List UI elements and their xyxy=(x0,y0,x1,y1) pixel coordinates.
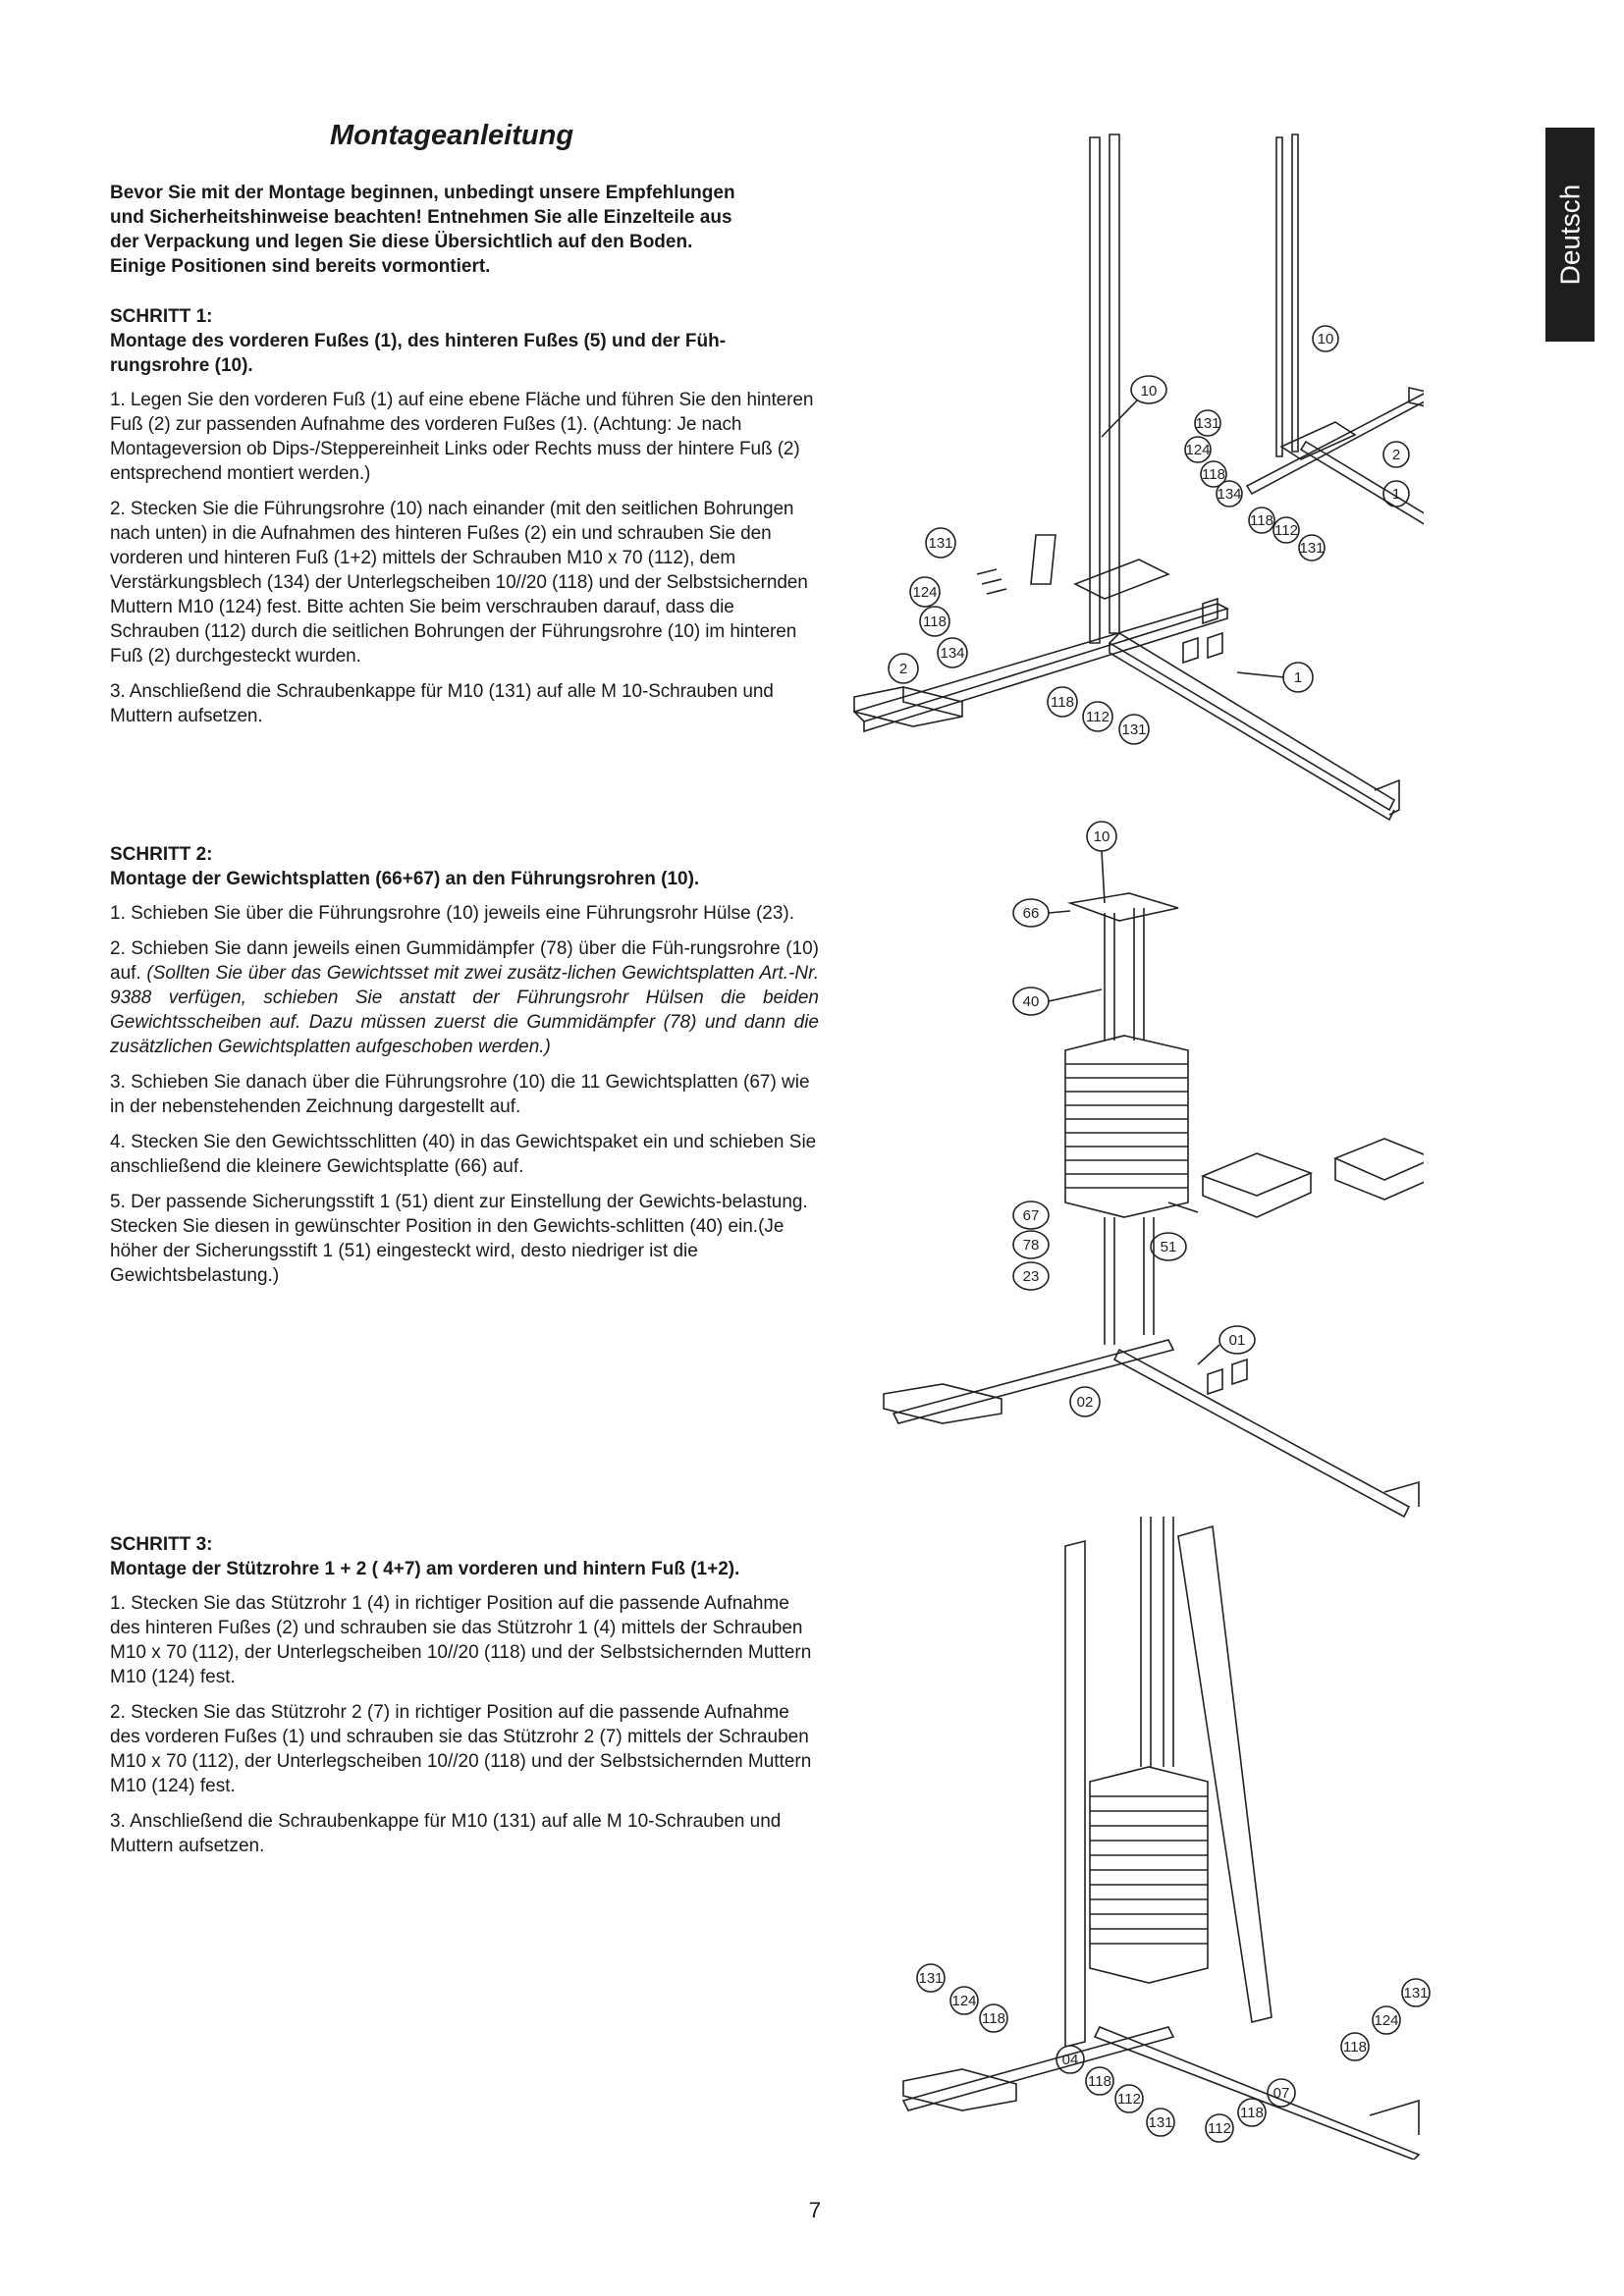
step-2-item: 5. Der passende Sicherungsstift 1 (51) dient zur Einstellung der Gewichts-belastung. Stecken Sie diesen in gewünschter Position in den Gewichts-schlitten (40) ein.(Je höher der Sicherungsstift 1 (51) eingesteckt wird, desto niedriger ist die Gewichtsbelastung.) xyxy=(110,1192,808,1286)
callout-label: 118 xyxy=(1202,466,1225,483)
callout-label: 23 xyxy=(1022,1268,1040,1285)
step-2-heading: SCHRITT 2: xyxy=(110,844,213,865)
front-foot-cap xyxy=(1375,780,1399,815)
leader-line xyxy=(1049,989,1102,1001)
intro-line: Bevor Sie mit der Montage beginnen, unbedingt unsere Empfehlungen xyxy=(110,183,735,203)
callout-label: 1 xyxy=(1391,486,1401,503)
callout-group xyxy=(917,1964,1430,2142)
intro-line: der Verpackung und legen Sie diese Übersichtlich auf den Boden. xyxy=(110,232,693,252)
callout-label: 124 xyxy=(1374,2012,1399,2029)
step-3-item: 2. Stecken Sie das Stützrohr 2 (7) in richtiger Position auf die passende Aufnahme des vorderen Fußes (1) und schrauben sie das Stützrohr 2 (7) mittels der Schrauben M10 x 70 (112), der Unterlegscheiben 10//20 (118) und der Selbstsichernden Muttern M10 (124) fest. xyxy=(110,1702,812,1796)
step-2-subheading: Montage der Gewichtsplatten (66+67) an den Führungsrohren (10). xyxy=(110,869,700,889)
step-1-item: 1. Legen Sie den vorderen Fuß (1) auf eine ebene Fläche und führen Sie den hinteren Fuß (2) zur passenden Aufnahme des vorderen Fußes (1). (Achtung: Je nach Montageversion ob Dips-/Steppereinheit Links oder Rechts muss der hintere Fuß (2) entsprechend montiert werden.) xyxy=(110,390,814,484)
intro-text xyxy=(110,181,817,279)
callout-label: 124 xyxy=(1185,442,1211,458)
callout-label: 131 xyxy=(918,1970,944,1987)
callout-label: 78 xyxy=(1022,1237,1040,1254)
callout-label: 118 xyxy=(1343,2039,1367,2056)
extra-plate xyxy=(1203,1153,1311,1217)
callout-label: 1 xyxy=(1293,669,1303,686)
callout-label: 112 xyxy=(1274,522,1298,539)
page-number: 7 xyxy=(808,2198,822,2222)
leader-line xyxy=(1102,851,1105,903)
callout-label: 10 xyxy=(1317,331,1334,347)
step-3-subheading: Montage der Stützrohre 1 + 2 ( 4+7) am vorderen und hintern Fuß (1+2). xyxy=(110,1559,740,1579)
callout-label: 51 xyxy=(1160,1239,1177,1255)
step-2-item: 3. Schieben Sie danach über die Führungsrohre (10) die 11 Gewichtsplatten (67) wie in der nebenstehenden Zeichnung dargestellt auf. xyxy=(110,1072,810,1117)
step-1-subheading: Montage des vorderen Fußes (1), des hinteren Fußes (5) und der Füh-rungsrohre (10). xyxy=(110,331,727,376)
step-2-item xyxy=(110,936,819,1059)
page-title: Montageanleitung xyxy=(329,120,574,151)
step-3-heading: SCHRITT 3: xyxy=(110,1534,213,1555)
callout-label: 118 xyxy=(1051,694,1074,711)
callout-label: 124 xyxy=(951,1993,977,2009)
leader-line xyxy=(1237,672,1284,677)
step-3-item: 1. Stecken Sie das Stützrohr 1 (4) in richtiger Position auf die passende Aufnahme des hinteren Fußes (2) und schrauben sie das Stützrohr 1 (4) mittels der Schrauben M10 x 70 (112), der Unterlegscheiben 10//20 (118) und der Selbstsichernden Muttern M10 (124) fest. xyxy=(110,1593,812,1687)
callout-label: 134 xyxy=(940,645,965,662)
front-foot-cap xyxy=(1370,2101,1419,2135)
leader-line xyxy=(1049,911,1070,913)
callout-label: 131 xyxy=(1148,2114,1173,2131)
guide-tube xyxy=(1090,137,1100,643)
callout-group xyxy=(889,326,1409,744)
intro-line: Einige Positionen sind bereits vormontiert. xyxy=(110,256,491,277)
front-foot xyxy=(1114,1350,1409,1517)
callout-label: 118 xyxy=(1240,2105,1264,2121)
step-2-item-note: (Sollten Sie über das Gewichtsset mit zwei zusätz-lichen Gewichtsplatten Art.-Nr. 9388 verfügen, schieben Sie anstatt der Führungsrohr Hülsen die beiden Gewichtsscheiben auf. Dazu müssen zuerst die Gummidämpfer (78) und dann die zusätzlichen Gewichtsplatten aufgeschoben werden.) xyxy=(110,963,819,1057)
diagram-support-tubes xyxy=(884,1512,1434,2160)
rear-foot-cap xyxy=(903,2069,1016,2110)
step-2 xyxy=(110,842,819,1299)
callout-label: 10 xyxy=(1093,828,1110,845)
plate-stack xyxy=(1090,1767,1208,1983)
top-plate xyxy=(1070,893,1178,921)
callout-label: 131 xyxy=(1403,1985,1429,2002)
support-tube-1 xyxy=(1065,1541,1085,2047)
step-1 xyxy=(110,304,819,739)
front-foot-edge xyxy=(1110,643,1394,820)
front-foot xyxy=(1095,2027,1419,2160)
callout-label: 118 xyxy=(923,614,947,630)
step-2-item-text: 2. Schieben Sie dann jeweils einen Gummidämpfer (78) über die Füh-rungsrohre (10) auf. xyxy=(110,938,819,984)
front-foot xyxy=(1110,633,1394,810)
weight-plates xyxy=(1065,1036,1188,1217)
callout-label: 2 xyxy=(898,661,908,677)
rear-foot xyxy=(1247,368,1424,494)
language-tab xyxy=(1545,128,1595,342)
callout-label: 134 xyxy=(1217,486,1242,503)
intro-line: und Sicherheitshinweise beachten! Entnehmen Sie alle Einzelteile aus xyxy=(110,207,732,228)
rear-foot xyxy=(893,1340,1173,1423)
callout-label: 118 xyxy=(1250,512,1273,529)
diagram-weight-stack xyxy=(874,815,1424,1522)
step-3-item: 3. Anschließend die Schraubenkappe für M10 (131) auf alle M 10-Schrauben und Muttern aufsetzen. xyxy=(110,1811,782,1856)
bracket xyxy=(1203,599,1218,623)
guide-tube xyxy=(1110,134,1119,633)
callout-label: 118 xyxy=(982,2010,1005,2027)
callout-label: 01 xyxy=(1228,1332,1246,1349)
step-1-item: 2. Stecken Sie die Führungsrohre (10) nach einander (mit den seitlichen Bohrungen nach unten) in die Aufnahmen des hinteren Fußes (2) ein und schrauben Sie den vorderen und hinteren Fuß (1+2) mittels der Schrauben M10 x 70 (112), dem Verstärkungsblech (134) der Unterlegscheiben 10//20 (118) und der Selbstsichernden Muttern M10 (124) fest. Bitte achten Sie beim verschrauben darauf, dass die Schrauben (112) durch die seitlichen Bohrungen der Führungsrohre (10) im hinteren Fuß (2) durchgesteckt wurden. xyxy=(110,499,808,667)
callout-label: 112 xyxy=(1117,2091,1141,2108)
bolt-lines xyxy=(977,569,1006,594)
callout-label: 07 xyxy=(1272,2085,1290,2102)
step-1-heading: SCHRITT 1: xyxy=(110,306,213,327)
callout-label: 112 xyxy=(1208,2120,1231,2137)
language-tab-label: Deutsch xyxy=(1554,184,1585,286)
plate-stack xyxy=(1065,1036,1188,1217)
callout-label: 112 xyxy=(1086,709,1110,725)
callout-label: 67 xyxy=(1022,1207,1040,1224)
callout-label: 02 xyxy=(1076,1394,1094,1411)
callout-label: 131 xyxy=(928,535,953,552)
callout-label: 10 xyxy=(1140,383,1158,400)
callout-label: 118 xyxy=(1088,2073,1111,2090)
leader-line xyxy=(1198,1345,1219,1364)
callout-label: 40 xyxy=(1022,993,1040,1010)
callout-label: 131 xyxy=(1299,540,1325,557)
figure-step-3 xyxy=(884,1512,1434,2160)
guide-tube xyxy=(1276,134,1298,456)
callout-label: 66 xyxy=(1022,905,1040,922)
bracket xyxy=(1183,633,1222,663)
callout-label: 2 xyxy=(1391,447,1401,463)
callout-label: 04 xyxy=(1061,2052,1079,2068)
callout-label: 131 xyxy=(1121,721,1147,738)
bracket xyxy=(1208,1360,1247,1394)
figure-step-2 xyxy=(874,815,1424,1522)
support-tube-2 xyxy=(1178,1526,1272,2022)
step-1-item: 3. Anschließend die Schraubenkappe für M10 (131) auf alle M 10-Schrauben und Muttern aufsetzen. xyxy=(110,681,774,726)
callout-label: 124 xyxy=(912,584,938,601)
step-2-item: 1. Schieben Sie über die Führungsrohre (10) jeweils eine Führungsrohr Hülse (23). xyxy=(110,903,795,924)
callout-label: 131 xyxy=(1195,415,1220,432)
extra-plate xyxy=(1335,1139,1424,1200)
bracket xyxy=(1031,535,1056,584)
figure-step-1 xyxy=(844,123,1424,839)
step-3 xyxy=(110,1532,819,1869)
step-2-item: 4. Stecken Sie den Gewichtsschlitten (40) in das Gewichtspaket ein und schieben Sie anschließend die kleinere Gewichtsplatte (66) auf. xyxy=(110,1132,817,1177)
diagram-base-assembly xyxy=(844,123,1424,839)
